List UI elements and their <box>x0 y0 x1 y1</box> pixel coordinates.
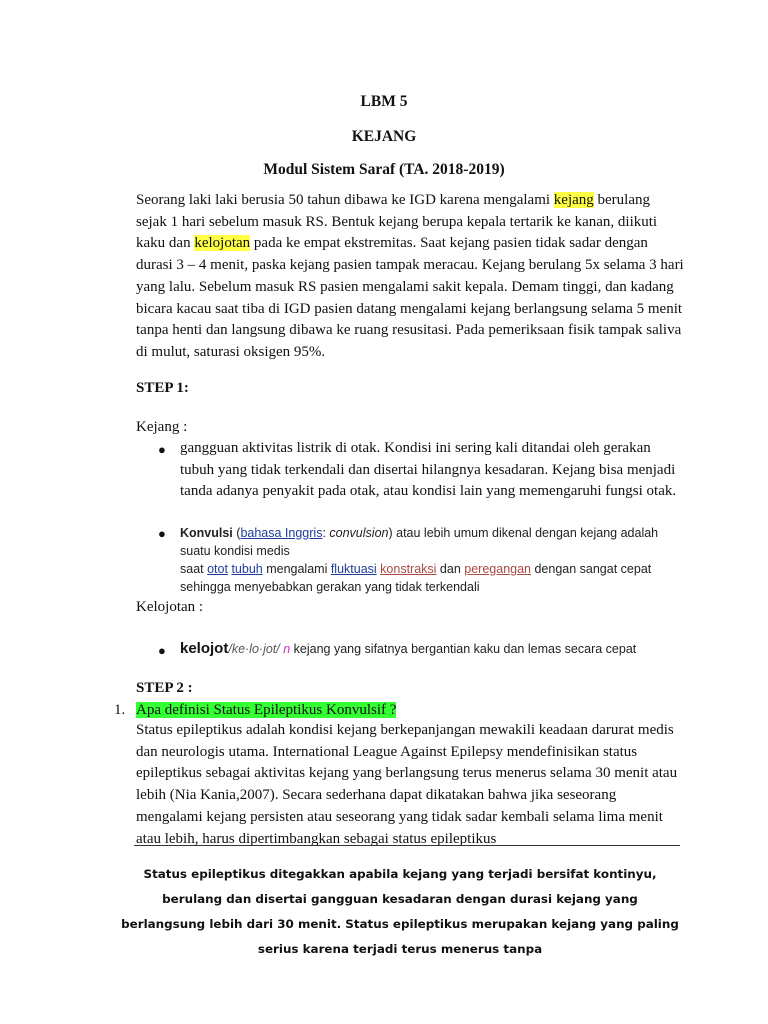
module-title: Modul Sistem Saraf (TA. 2018-2019) <box>263 161 505 178</box>
konvulsi-text-1: ) atau lebih umum dikenal dengan kejang adalah suatu kondisi medis <box>180 526 659 558</box>
kelojot-term: kelojot <box>180 640 229 657</box>
link-peregangan[interactable]: peregangan <box>464 562 531 576</box>
link-konstraksi[interactable]: konstraksi <box>380 562 437 576</box>
question-1 <box>136 700 396 722</box>
kelojotan-label: Kelojotan : <box>136 599 204 615</box>
bullet-kelojot <box>180 638 684 661</box>
bullet-kejang-definition: gangguan aktivitas listrik di otak. Kondisi ini sering kali ditandai oleh gerakan tubuh yang tidak terkendali dan disertai hilangnya kesadaran. Kejang bisa menjadi tanda adanya penyakit pada otak, atau kondisi lain yang memengaruhi fungsi otak. <box>180 440 677 500</box>
bullet-dot-1: ● <box>158 442 166 457</box>
lbm-title: LBM 5 <box>360 93 408 110</box>
kelojot-definition: kejang yang sifatnya bergantian kaku dan lemas secara cepat <box>290 642 637 656</box>
bullet-dot-3: ● <box>158 643 166 658</box>
convulsion-term: convulsion <box>329 526 389 540</box>
scenario-paragraph <box>136 190 684 364</box>
link-fluktuasi[interactable]: fluktuasi <box>330 562 377 576</box>
dan-text: dan <box>436 562 465 576</box>
highlight-kejang: kejang <box>553 192 594 208</box>
colon: : <box>322 526 330 540</box>
link-bahasa-inggris[interactable]: bahasa Inggris <box>240 526 323 540</box>
step2-heading: STEP 2 : <box>136 680 193 696</box>
mengalami-text: mengalami <box>262 562 331 576</box>
step1-heading: STEP 1: <box>136 380 189 396</box>
kelojot-pronunciation: /ke·lo·jot/ <box>228 642 280 656</box>
topic-title: KEJANG <box>351 128 417 145</box>
bullet-konvulsi <box>180 524 684 596</box>
kejang-label: Kejang : <box>136 419 188 435</box>
question-text: Apa definisi Status Epileptikus Konvulsif ? <box>136 702 397 718</box>
question-number: 1. <box>114 702 126 718</box>
horizontal-rule <box>134 845 680 846</box>
konvulsi-term: Konvulsi <box>180 526 233 540</box>
bullet-dot-2: ● <box>158 526 166 541</box>
noun-marker: n <box>279 642 291 656</box>
scenario-text-3: pada ke empat ekstremitas. Saat kejang pasien tidak sadar dengan durasi 3 – 4 menit, paska kejang pasien tampak meracau. Kejang berulang 5x selama 3 hari yang lalu. Sebelum masuk RS pasien mengalami sakit kepala. Demam tinggi, dan kadang bicara kacau saat tiba di IGD pasien datang mengalami kejang berlangsung selama 5 menit tanpa henti dan langsung dibawa ke ruang resusitasi. Pada pemeriksaan fisik tampak saliva di mulut, saturasi oksigen 95%. <box>136 235 684 360</box>
scenario-text-2: berulang sejak 1 hari sebelum masuk RS. Bentuk kejang berupa kepala tertarik ke kanan, diikuti kaku dan <box>136 192 658 252</box>
answer-paragraph: Status epileptikus adalah kondisi kejang berkepanjangan mewakili keadaan darurat medis dan neurologis utama. International League Against Epilepsy mendefinisikan status epileptikus sebagai aktivitas kejang yang berlangsung terus menerus selama 30 menit atau lebih (Nia Kania,2007). Secara sederhana dapat dikatakan bahwa jika seseorang mengalami kejang persisten atau seseorang yang tidak sadar kembali selama lima menit atau lebih, harus dipertimbangkan sebagai status epileptikus <box>136 722 678 847</box>
link-otot[interactable]: otot <box>207 562 228 576</box>
saat-text: saat <box>180 562 208 576</box>
link-tubuh[interactable]: tubuh <box>231 562 263 576</box>
highlight-kelojotan: kelojotan <box>194 235 251 252</box>
paren-open: ( <box>232 526 241 540</box>
scenario-text-1: Seorang laki laki berusia 50 tahun dibawa ke IGD karena mengalami <box>136 192 554 208</box>
bold-paragraph: Status epileptikus ditegakkan apabila kejang yang terjadi bersifat kontinyu, berulang dan disertai gangguan kesadaran dengan durasi kejang yang berlangsung lebih dari 30 menit. Status epileptikus merupakan kejang yang paling serius karena terjadi terus menerus tanpa <box>121 867 679 956</box>
konvulsi-text-2: dengan sangat cepat sehingga menyebabkan gerakan yang tidak terkendali <box>180 562 652 594</box>
